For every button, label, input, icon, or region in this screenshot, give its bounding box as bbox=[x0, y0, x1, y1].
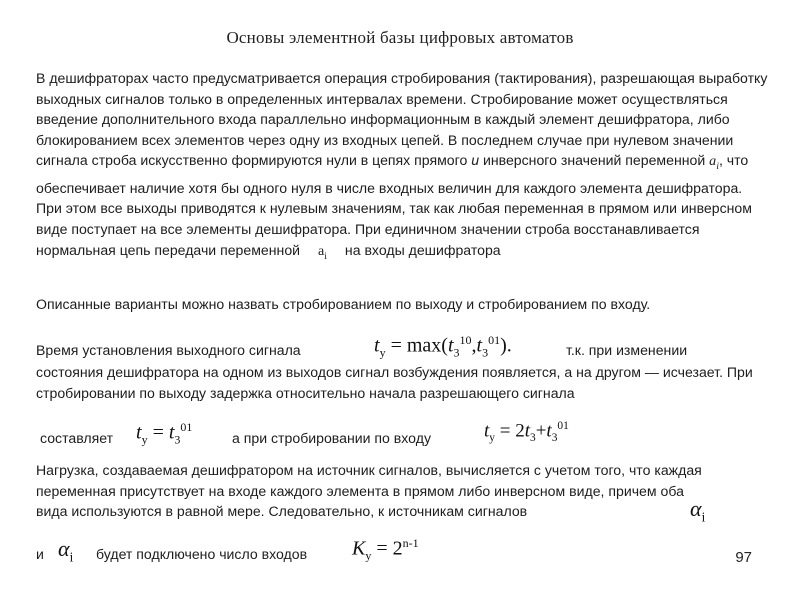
paragraph-load: Нагрузка, создаваемая дешифратором на источник сигналов, вычисляется с учетом того, что каждая переменная присутствует на входе каждого элемента в прямом либо инверсном виде, причем оба вида используются в равной мере. Следовательно, к источникам сигналов bbox=[36, 462, 702, 520]
text-input-strobe: а при стробировании по входу bbox=[232, 430, 431, 446]
paragraph-variants: Описанные варианты можно назвать стробированием по выходу и стробированием по входу. bbox=[36, 296, 651, 312]
formula-input-strobe: $t_y = 2t_3+t_3^{01}$ bbox=[484, 420, 569, 445]
paragraph-strobing bbox=[36, 68, 771, 267]
formula-output-strobe: $t_y = t_3^{01}$ bbox=[136, 420, 193, 447]
paragraph-settling-rest: состояния дешифратора на одном из выходов сигнал возбуждения появляется, а на другом — исчезает. При стробировании по выходу задержка относительно начала разрешающего сигнала bbox=[36, 364, 753, 401]
settling-time-lead: Время установления выходного сигнала bbox=[36, 342, 301, 358]
page-title: Основы элементной базы цифровых автоматов bbox=[226, 28, 574, 47]
paragraph-strobing-text-a: В дешифраторах часто предусматривается операция стробирования (тактирования), разрешающая выработку выходных сигналов только в определенных интервалах времени. Стробирование может осуществляться введение дополнительного входа параллельно информационным в каждый элемент дешифратора, либо блокированием всех элементов через одну из входных цепей. В последнем случае при нулевом значении сигнала строба искусственно формируются нули в цепях прямого bbox=[36, 70, 768, 169]
text-and: и bbox=[36, 546, 44, 562]
page-number: 97 bbox=[735, 549, 752, 566]
variable-ai: $a_i$ bbox=[709, 153, 719, 173]
alpha-variable-2: $\alpha_i$ bbox=[58, 536, 74, 565]
text-connected-inputs: будет подключено число входов bbox=[96, 546, 308, 562]
paragraph-strobing-text-b: инверсного значений переменной bbox=[482, 152, 706, 169]
alpha-variable: $\alpha_i$ bbox=[690, 496, 706, 525]
settling-time-after: т.к. при изменении bbox=[566, 342, 688, 358]
formula-input-count: $K_y = 2^{n-1}$ bbox=[352, 536, 419, 563]
formula-settling-time: $t_y = \max(t_3^{10},t_3^{01})$. bbox=[374, 333, 512, 360]
conjunction-and: и bbox=[471, 152, 480, 169]
paragraph-strobing-text-c: , что обеспечивает наличие хотя бы одного нуля в числе входных величин для каждого элемента дешифратора. При этом все выходы приводятся к нулевым значениям, так как любая переменная в прямом или инверсном виде поступает на все элементы дешифратора. При единичном значении строба восстанавливается нормальная цепь передачи переменной bbox=[36, 152, 752, 258]
paragraph-strobing-text-d: на входы дешифратора bbox=[344, 241, 501, 258]
variable-ai-2: $a_i$ bbox=[317, 242, 327, 262]
text-amounts-to: составляет bbox=[40, 430, 114, 446]
